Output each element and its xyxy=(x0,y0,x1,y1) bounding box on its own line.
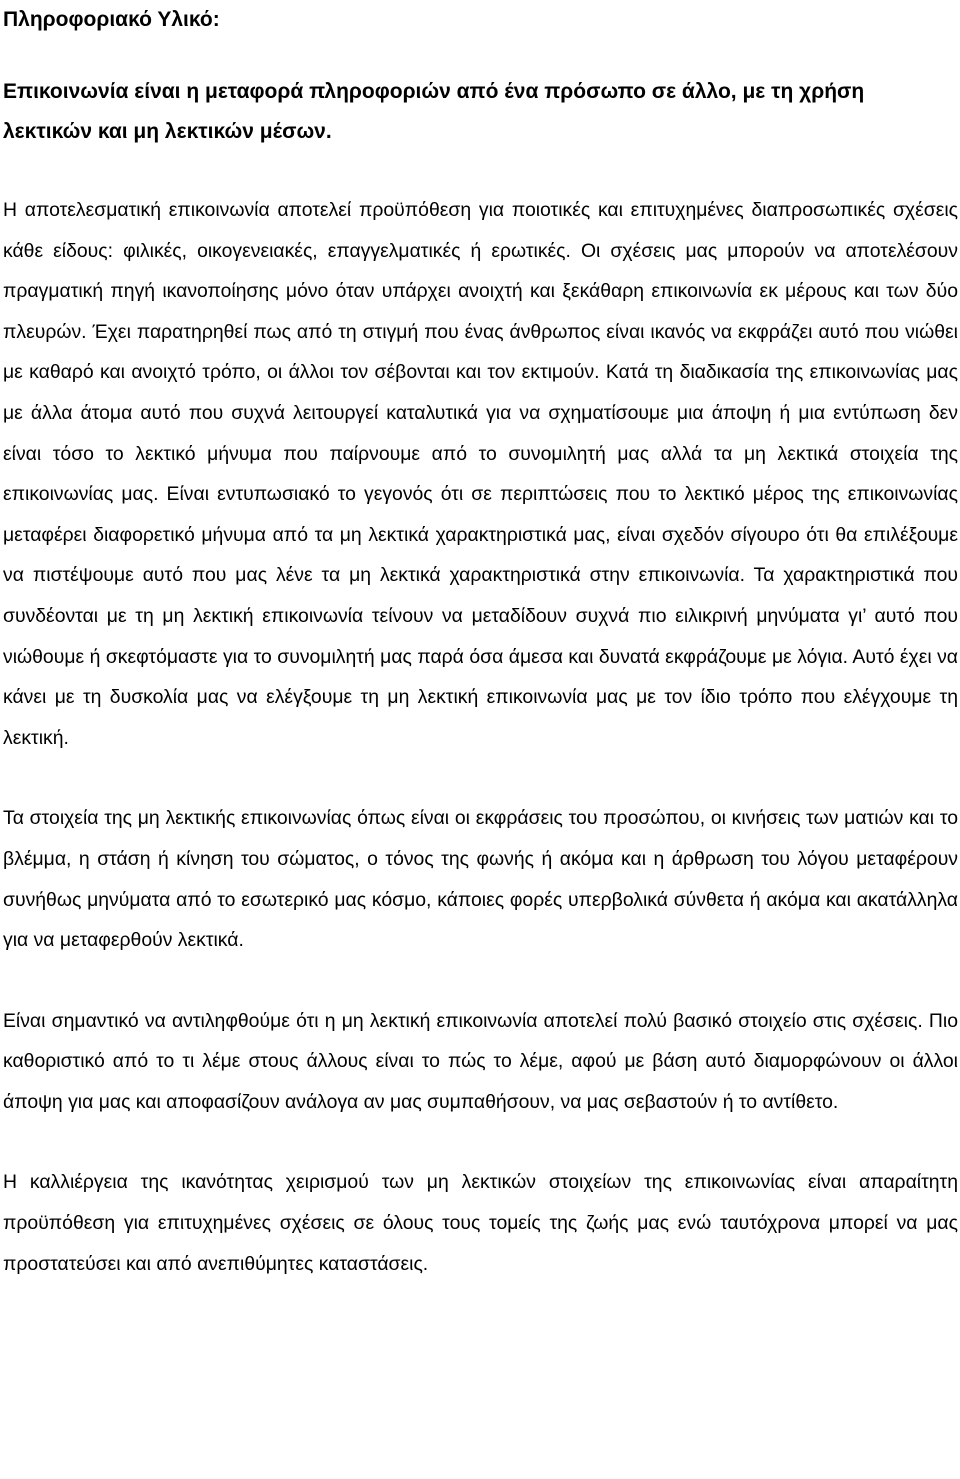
paragraph-nonverbal-elements: Τα στοιχεία της μη λεκτικής επικοινωνίας όπως είναι οι εκφράσεις του προσώπου, οι κινήσεις των ματιών και το βλέμμα, η στάση ή κίνηση του σώματος, ο τόνος της φωνής ή ακόμα και η άρθρωση του λόγου μεταφέρουν συνήθως μηνύματα από το εσωτερικό μας κόσμο, κάποιες φορές υπερβολικά σύνθετα ή ακόμα και ακατάλληλα για να μεταφερθούν λεκτικά. xyxy=(3,807,958,952)
paragraph-cultivation: Η καλλιέργεια της ικανότητας χειρισμού των μη λεκτικών στοιχείων της επικοινωνίας είναι απαραίτητη προϋπόθεση για επιτυχημένες σχέσεις σε όλους τους τομείς της ζωής μας ενώ ταυτόχρονα μπορεί να μας προστατεύσει και από ανεπιθύμητες καταστάσεις. xyxy=(3,1171,958,1275)
document-heading: Πληροφοριακό Υλικό: xyxy=(3,8,220,31)
definition-paragraph: Επικοινωνία είναι η μεταφορά πληροφοριών από ένα πρόσωπο σε άλλο, με τη χρήση λεκτικών και μη λεκτικών μέσων. xyxy=(3,80,865,143)
paragraph-importance: Είναι σημαντικό να αντιληφθούμε ότι η μη λεκτική επικοινωνία αποτελεί πολύ βασικό στοιχείο στις σχέσεις. Πιο καθοριστικό από το τι λέμε στους άλλους είναι το πώς το λέμε, αφού με βάση αυτό διαμορφώνουν οι άλλοι άποψη για μας και αποφασίζουν ανάλογα αν μας συμπαθήσουν, να μας σεβαστούν ή το αντίθετο. xyxy=(3,1009,958,1113)
paragraph-effective-communication: Η αποτελεσματική επικοινωνία αποτελεί προϋπόθεση για ποιοτικές και επιτυχημένες διαπροσωπικές σχέσεις κάθε είδους: φιλικές, οικογενειακές, επαγγελματικές ή ερωτικές. Οι σχέσεις μας μπορούν να αποτελέσουν πραγματική πηγή ικανοποίησης μόνο όταν υπάρχει ανοιχτή και ξεκάθαρη επικοινωνία εκ μέρους και των δύο πλευρών. Έχει παρατηρηθεί πως από τη στιγμή που ένας άνθρωπος είναι ικανός να εκφράζει αυτό που νιώθει με καθαρό και ανοιχτό τρόπο, οι άλλοι τον σέβονται και τον εκτιμούν. Κατά τη διαδικασία της επικοινωνίας μας με άλλα άτομα αυτό που συχνά λειτουργεί καταλυτικά για να σχηματίσουμε μια άποψη ή μια εντύπωση δεν είναι τόσο το λεκτικό μήνυμα που παίρνουμε από το συνομιλητή μας αλλά τα μη λεκτικά στοιχεία της επικοινωνίας μας. Είναι εντυπωσιακό το γεγονός ότι σε περιπτώσεις που το λεκτικό μέρος της επικοινωνίας μεταφέρει διαφορετικό μήνυμα από τα μη λεκτικά χαρακτηριστικά μας, είναι σχεδόν σίγουρο ότι θα επιλέξουμε να πιστέψουμε αυτό που μας λένε τα μη λεκτικά χαρακτηριστικά στην επικοινωνία. Τα χαρακτηριστικά που συνδέονται με τη μη λεκτική επικοινωνία τείνουν να μεταδίδουν συχνά πιο ειλικρινή μηνύματα γι’ αυτό που νιώθουμε ή σκεφτόμαστε για το συνομιλητή μας παρά όσα άμεσα και δυνατά εκφράζουμε με λόγια. Αυτό έχει να κάνει με τη δυσκολία μας να ελέγξουμε τη μη λεκτική επικοινωνία μας με τον ίδιο τρόπο που ελέγχουμε τη λεκτική. xyxy=(3,199,958,749)
